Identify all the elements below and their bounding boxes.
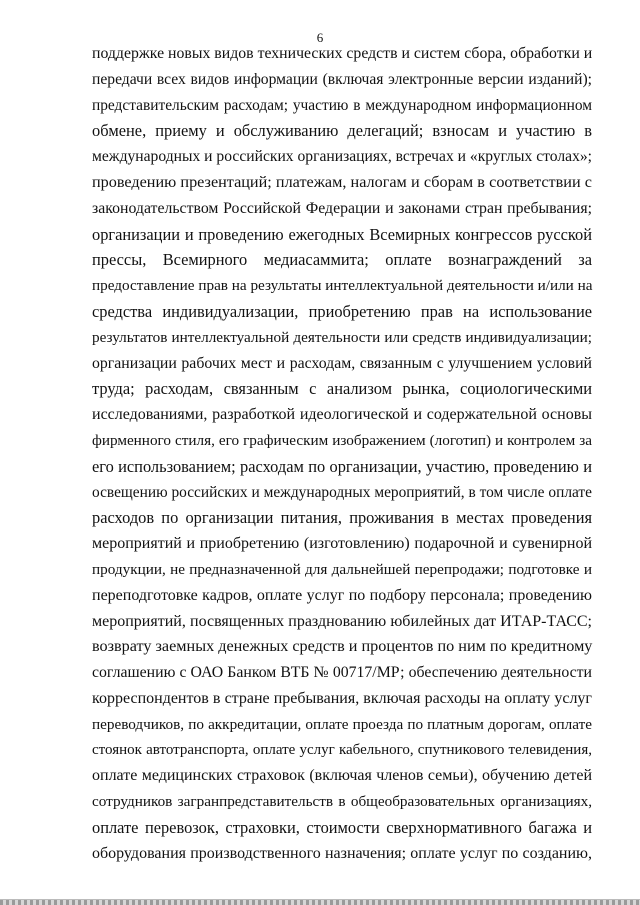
text-line: организации и проведению ежегодных Всемирных конгрессов русской [92, 224, 592, 244]
text-line: законодательством Российской Федерации и законами стран пребывания; [92, 199, 592, 217]
text-line: сотрудников загранпредставительств в общеобразовательных организациях, [92, 793, 592, 811]
text-line: результатов интеллектуальной деятельности или средств индивидуализации; [92, 328, 592, 346]
text-line: стоянок автотранспорта, оплате услуг кабельного, спутникового телевидения, [92, 741, 592, 758]
text-line: оплате медицинских страховок (включая членов семьи), обучению детей [92, 767, 592, 785]
text-line: освещению российских и международных мероприятий, в том числе оплате [92, 483, 592, 501]
text-line: расходов по организации питания, проживания в местах проведения [92, 508, 592, 528]
text-line: обмене, приему и обслуживанию делегаций; взносам и участию в [92, 121, 592, 141]
text-line: возврату заемных денежных средств и процентов по ним по кредитному [92, 637, 593, 656]
text-line: его использованием; расходам по организации, участию, проведению и [92, 456, 592, 476]
text-line: труда; расходам, связанным с анализом рынка, социологическими [92, 379, 592, 399]
text-line: продукции, не предназначенной для дальнейшей перепродажи; подготовке и [92, 560, 592, 578]
text-line: международных и российских организациях, встречах и «круглых столах»; [92, 148, 592, 166]
text-line: мероприятий и приобретению (изготовлению) подарочной и сувенирной [92, 535, 592, 553]
text-line: исследованиями, разработкой идеологической и содержательной основы [92, 406, 592, 424]
text-line: представительским расходам; участию в международном информационном [92, 96, 592, 114]
text-line: предоставление прав на результаты интеллектуальной деятельности и/или на [92, 277, 593, 295]
text-line: организации рабочих мест и расходам, связанным с улучшением условий [92, 354, 592, 372]
text-line: фирменного стиля, его графическим изображением (логотип) и контролем за [92, 431, 592, 449]
text-line: передачи всех видов информации (включая электронные версии изданий); [92, 70, 592, 88]
text-line: мероприятий, посвященных празднованию юбилейных дат ИТАР-ТАСС; [92, 612, 592, 630]
text-line: оборудования производственного назначения; оплате услуг по созданию, [92, 844, 592, 862]
text-line: корреспондентов в стране пребывания, включая расходы на оплату услуг [92, 689, 592, 707]
text-line: соглашению с ОАО Банком ВТБ № 00717/МР; обеспечению деятельности [92, 664, 592, 682]
scan-edge-artifact [0, 900, 640, 905]
text-line: переводчиков, по аккредитации, оплате проезда по платным дорогам, оплате [92, 715, 592, 733]
page-number: 6 [316, 30, 324, 45]
text-line: переподготовке кадров, оплате услуг по подбору персонала; проведению [92, 586, 592, 604]
text-line: поддержке новых видов технических средств и систем сбора, обработки и [92, 45, 593, 62]
text-line: проведению презентаций; платежам, налогам и сборам в соответствии с [92, 172, 592, 191]
text-line: прессы, Всемирного медиасаммита; оплате вознаграждений за [92, 250, 592, 270]
text-line: средства индивидуализации, приобретению прав на использование [92, 301, 592, 321]
text-line: оплате перевозок, страховки, стоимости сверхнормативного багажа и [92, 817, 592, 837]
document-body [92, 41, 592, 867]
